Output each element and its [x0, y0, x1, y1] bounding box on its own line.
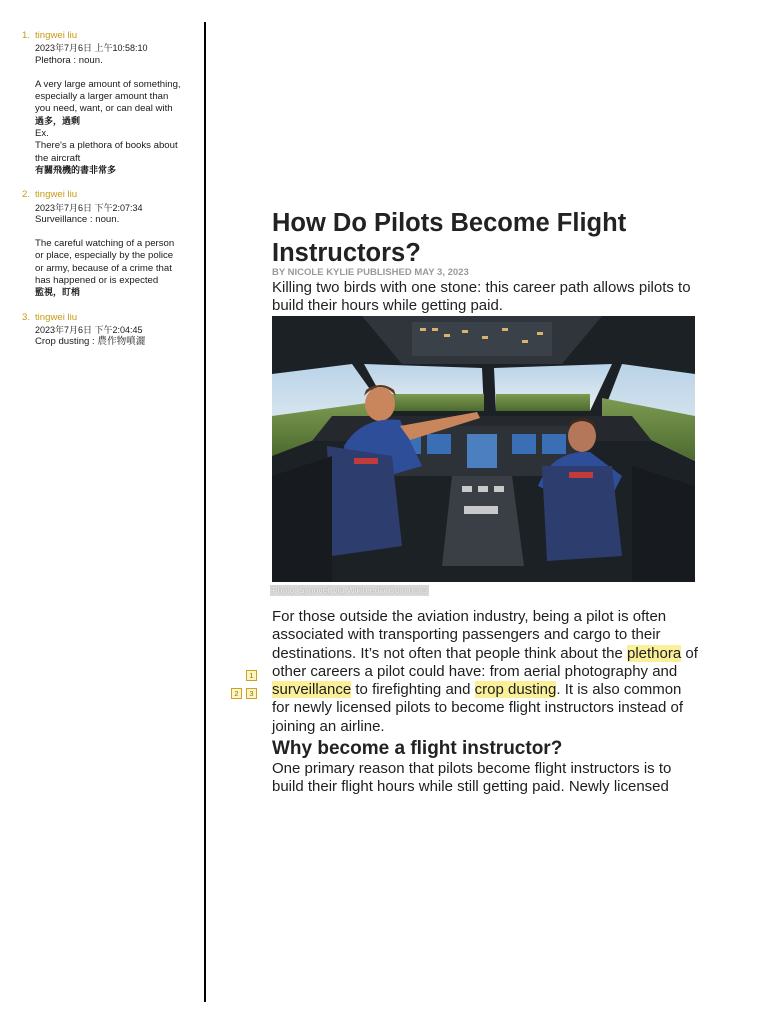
paragraph-text: For those outside the aviation industry, being a pilot is often associated with transporting passengers and cargo to their destinations. It’s not often that people think about the — [272, 608, 667, 662]
comment-marker-2[interactable]: 2 — [231, 688, 242, 699]
comment-line: has happened or is expected — [35, 275, 159, 287]
comment-author: tingwei liu — [35, 311, 78, 323]
comment-blank-line — [35, 226, 200, 238]
article-paragraph-2: One primary reason that pilots become flight instructors is to build their flight hours while still getting paid. Newly licensed — [272, 760, 672, 796]
highlight-plethora[interactable]: plethora — [626, 644, 682, 662]
cockpit-photo — [272, 316, 695, 595]
comment-number: 3. — [22, 311, 31, 323]
comment-date: 2023年7月6日 上午10:58:10 — [35, 43, 148, 54]
comment-marker-3[interactable]: 3 — [246, 688, 257, 699]
comment-number: 2. — [22, 189, 31, 201]
comment-2[interactable] — [0, 189, 200, 299]
comment-line: Ex. — [35, 128, 49, 140]
comment-line: A very large amount of something, — [35, 78, 181, 90]
comment-author: tingwei liu — [35, 30, 78, 41]
cockpit-illustration — [272, 316, 695, 582]
photo-caption: Photo: Synovell via Wikimedia Commons — [272, 585, 427, 595]
margin-divider — [204, 22, 206, 1002]
comments-panel — [0, 30, 200, 361]
comment-line: you need, want, or can deal with — [35, 103, 173, 115]
comment-line: 監視，盯梢 — [35, 288, 81, 299]
comment-line: 有關飛機的書非常多 — [35, 165, 117, 176]
article-paragraph-1 — [272, 608, 702, 736]
comment-line: especially a larger amount than — [35, 91, 169, 103]
comment-blank-line — [35, 67, 200, 79]
highlight-crop-dusting[interactable]: crop dusting — [474, 681, 557, 699]
comment-line: Plethora : noun. — [35, 54, 103, 66]
comment-line: or place, especially by the police — [35, 250, 174, 262]
section-heading: Why become a flight instructor? — [272, 738, 563, 760]
comment-3[interactable] — [0, 312, 200, 349]
comment-date: 2023年7月6日 下午2:04:45 — [35, 324, 143, 335]
comment-line: Surveillance : noun. — [35, 213, 120, 225]
comment-line: There's a plethora of books about — [35, 140, 178, 152]
article — [272, 208, 702, 797]
highlight-surveillance[interactable]: surveillance — [272, 681, 352, 699]
comment-author: tingwei liu — [35, 189, 78, 201]
comment-line: the aircraft — [35, 152, 81, 164]
article-subhead: Killing two birds with one stone: this career path allows pilots to build their hours while getting paid. — [272, 279, 691, 314]
comment-number: 1. — [22, 30, 31, 41]
article-title: How Do Pilots Become Flight Instructors? — [272, 209, 627, 267]
paragraph-text: . It is also common for newly licensed pilots to become flight instructors instead of joining an airline. — [272, 681, 684, 735]
comment-line: 過多，過剩 — [35, 116, 81, 127]
comment-marker-1[interactable]: 1 — [246, 670, 257, 681]
paragraph-text: of other careers a pilot could have: from aerial photography and — [272, 644, 698, 680]
comment-line: or army, because of a crime that — [35, 262, 172, 274]
article-byline: BY NICOLE KYLIE PUBLISHED MAY 3, 2023 — [272, 267, 469, 278]
comment-date: 2023年7月6日 下午2:07:34 — [35, 202, 143, 213]
comment-1[interactable] — [0, 30, 200, 177]
comment-line: Crop dusting : 農作物噴灑 — [35, 336, 146, 348]
comment-line: The careful watching of a person — [35, 238, 175, 250]
paragraph-text: to firefighting and — [351, 681, 475, 699]
